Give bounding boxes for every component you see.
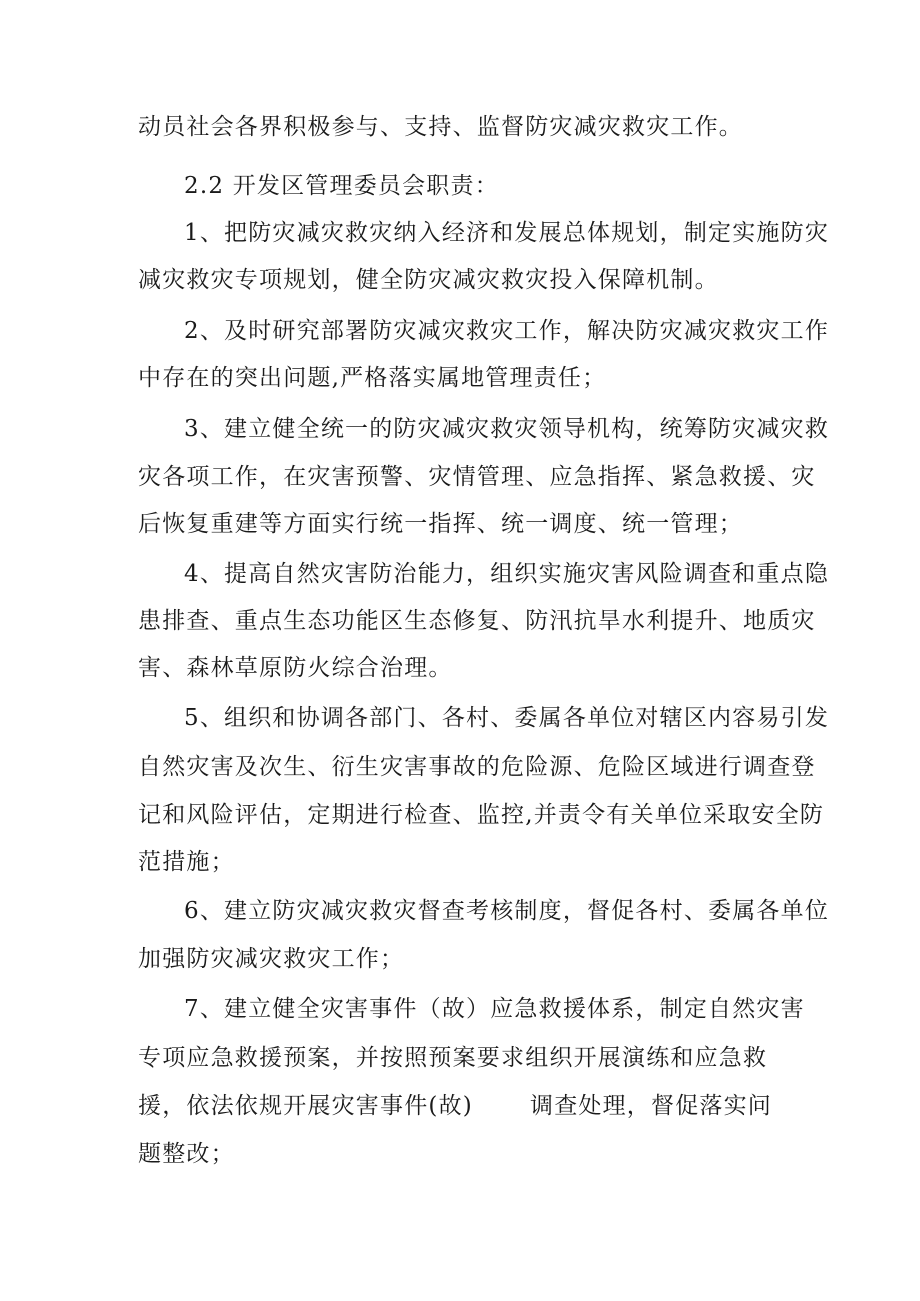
text-line: 动员社会各界积极参与、支持、监督防灾减灾救灾工作。	[138, 114, 743, 140]
text-line: 题整改；	[138, 1141, 235, 1167]
text-line: 范措施；	[138, 849, 235, 875]
text-line: 援，依法依规开展灾害事件(故)	[138, 1093, 473, 1119]
text-line: 自然灾害及次生、衍生灾害事故的危险源、危险区域进行调查登	[138, 754, 816, 780]
text-line: 中存在的突出问题,严格落实属地管理责任；	[138, 365, 607, 391]
text-line: 害、森林草原防火综合治理。	[138, 655, 453, 681]
text-line: 专项应急救援预案，并按照预案要求组织开展演练和应急救	[138, 1045, 768, 1071]
text-line: 2、及时研究部署防灾减灾救灾工作，解决防灾减灾救灾工作	[184, 318, 830, 344]
text-line: 减灾救灾专项规划，健全防灾减灾救灾投入保障机制。	[138, 267, 719, 293]
text-line: 记和风险评估，定期进行检查、监控,并责令有关单位采取安全防	[138, 802, 825, 828]
text-line: 灾各项工作，在灾害预警、灾情管理、应急指挥、紧急救援、灾	[138, 464, 816, 490]
text-line-continuation: 调查处理，督促落实问	[530, 1093, 772, 1119]
text-line: 4、提高自然灾害防治能力，组织实施灾害风险调查和重点隐	[184, 561, 830, 587]
text-line: 后恢复重建等方面实行统一指挥、统一调度、统一管理；	[138, 511, 743, 537]
section-heading: 2.2 开发区管理委员会职责：	[184, 173, 499, 199]
text-line: 7、建立健全灾害事件（故）应急救援体系，制定自然灾害	[184, 996, 805, 1022]
text-line: 3、建立健全统一的防灾减灾救灾领导机构，统筹防灾减灾救	[184, 416, 830, 442]
text-line: 5、组织和协调各部门、各村、委属各单位对辖区内容易引发	[184, 705, 830, 731]
text-line: 患排查、重点生态功能区生态修复、防汛抗旱水利提升、地质灾	[138, 608, 816, 634]
text-line: 6、建立防灾减灾救灾督查考核制度，督促各村、委属各单位	[184, 898, 830, 924]
text-line: 1、把防灾减灾救灾纳入经济和发展总体规划，制定实施防灾	[184, 220, 830, 246]
text-line: 加强防灾减灾救灾工作；	[138, 946, 405, 972]
